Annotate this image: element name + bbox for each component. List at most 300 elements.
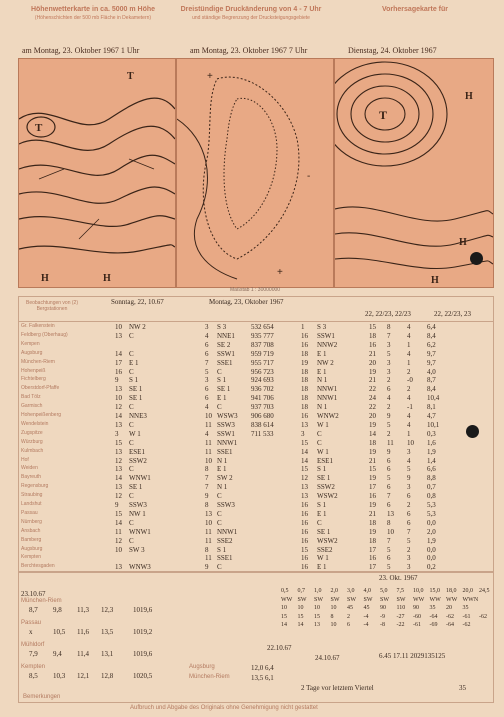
- station2-value: 12,0 6,4: [251, 664, 274, 672]
- map3-date: Dienstag, 24. Oktober 1967: [348, 46, 437, 55]
- station-value-i: 6: [387, 501, 391, 509]
- station-value-d: N 1: [217, 456, 228, 465]
- sounding-value: SW: [330, 596, 340, 603]
- station2-name: Augsburg: [189, 664, 215, 670]
- station-value-g: NNW1: [317, 394, 338, 403]
- station-value-i: 9: [387, 447, 391, 456]
- station-value-c: 7: [205, 358, 209, 367]
- station-name: Kempen: [21, 340, 40, 347]
- header-pressure-change: [176, 6, 326, 22]
- station-value-c: 9: [205, 492, 209, 501]
- station-value-h: 15: [369, 323, 376, 331]
- station-value-b: C: [129, 367, 134, 376]
- station-value-b: SE 1: [129, 483, 143, 492]
- station-name: Gr. Falkenstein: [21, 323, 55, 329]
- sounding-value: 10: [281, 605, 287, 611]
- station-value-k: 8,4: [427, 331, 436, 340]
- sounding-value: 7,5: [396, 588, 404, 594]
- station-value-a: 14: [115, 349, 122, 358]
- sounding-value: 90: [380, 605, 386, 611]
- station-value-i: 8: [387, 323, 391, 331]
- svg-text:T: T: [379, 108, 388, 122]
- station-value-k: 10,1: [427, 420, 440, 429]
- station-value-b: NW 1: [129, 509, 146, 518]
- sounding-value: 14: [281, 622, 287, 628]
- sounding-value: 3,0: [347, 588, 355, 594]
- station-value-f: 18: [301, 376, 308, 385]
- station-value-h: 17: [369, 483, 376, 492]
- station-value-d: SSW1: [217, 349, 235, 358]
- station-value-k: 10,4: [427, 394, 440, 403]
- station-name: München-Riem: [21, 358, 55, 365]
- sounding-value: WW: [446, 596, 458, 603]
- station-value-f: 16: [301, 509, 308, 518]
- station-value-f: 13: [301, 492, 308, 501]
- station-value-a: 12: [115, 536, 122, 545]
- station-value-c: 5: [205, 367, 209, 376]
- station-value-j: 6: [407, 509, 411, 518]
- station-value-e: 937 703: [251, 403, 274, 412]
- table-row: [19, 430, 493, 439]
- lower-value: 1020,5: [133, 672, 153, 680]
- station-value-h: 21: [369, 376, 376, 385]
- pressure-change-map-drawing: [177, 59, 333, 287]
- station-name: Feldberg (Oberhaug): [21, 331, 68, 338]
- station-value-i: 3: [387, 358, 391, 367]
- sounding-value: WWN: [462, 596, 479, 603]
- station-value-k: 4,0: [427, 367, 436, 376]
- station-value-c: 9: [205, 563, 209, 572]
- sounding-value: 6: [347, 622, 350, 628]
- station-value-g: E 1: [317, 509, 327, 518]
- station-value-h: 24: [369, 394, 376, 403]
- station-value-i: 7: [387, 536, 391, 545]
- station-value-k: 0,2: [427, 563, 436, 572]
- punch-hole-1: [470, 252, 483, 265]
- sounding-value: 35: [462, 605, 469, 611]
- sunday-header: Sonntag, 22, 10.67: [111, 298, 164, 306]
- station-value-h: 18: [369, 331, 376, 340]
- station-value-f: 18: [301, 367, 308, 376]
- station-value-j: 4: [407, 331, 411, 340]
- maps-strip: [18, 58, 492, 286]
- station-value-d: S 1: [217, 376, 227, 385]
- lower-midnote: 22.10.67: [267, 644, 292, 652]
- station-value-k: 8,8: [427, 474, 436, 483]
- station-value-k: 2,0: [427, 527, 436, 536]
- station-value-a: 14: [115, 412, 122, 420]
- sounding-value: 35: [429, 605, 436, 611]
- map2-date: am Montag, 23. Oktober 1967 7 Uhr: [190, 46, 308, 55]
- sounding-value: SW: [396, 596, 406, 603]
- table-header: [19, 297, 493, 322]
- lower-date-left: 23.10.67: [21, 590, 46, 598]
- station-value-f: 16: [301, 536, 308, 545]
- station-name: Oberstdorf-Pfaffe: [21, 385, 60, 392]
- station-value-c: 8: [205, 501, 209, 509]
- station-value-a: 9: [115, 376, 119, 385]
- lower-value: 10,3: [53, 672, 66, 680]
- station-value-c: 8: [205, 465, 209, 474]
- table-row: [19, 341, 493, 350]
- station-value-i: 2: [387, 403, 391, 412]
- station-value-c: 6: [205, 385, 209, 394]
- station-value-i: 4: [387, 394, 391, 403]
- lower-value: 1019,6: [133, 650, 153, 658]
- station-value-g: SSW1: [317, 331, 335, 340]
- station-value-d: C: [217, 403, 222, 412]
- sounding-value: 45: [363, 605, 370, 611]
- station-value-g: W 1: [317, 447, 329, 456]
- station-value-k: 5,3: [427, 501, 436, 509]
- station-value-f: 19: [301, 358, 308, 367]
- station-value-h: 16: [369, 492, 376, 501]
- sounding-value: 45: [347, 605, 353, 611]
- station-value-i: 6: [387, 554, 391, 563]
- sounding-value: -62: [462, 622, 471, 628]
- station-value-h: 21: [369, 509, 376, 518]
- table-row: [19, 510, 493, 519]
- sounding-value: -61: [413, 622, 421, 628]
- station-value-g: N 1: [317, 376, 328, 385]
- sounding-value: -69: [429, 622, 438, 628]
- station-value-c: 6: [205, 394, 209, 403]
- station-value-a: 11: [115, 527, 122, 536]
- station-value-a: 13: [115, 420, 122, 429]
- station-value-k: 6,6: [427, 465, 436, 474]
- lower-station-name: München-Riem: [21, 598, 62, 604]
- station-value-i: 6: [387, 456, 391, 465]
- station-value-i: 7: [387, 492, 391, 501]
- station-value-j: 9: [407, 474, 411, 483]
- station-value-f: 13: [301, 420, 308, 429]
- station-value-e: 924 693: [251, 376, 274, 385]
- station-value-d: NNW1: [217, 527, 238, 536]
- table-row: [19, 501, 493, 510]
- station-value-i: 3: [387, 340, 391, 349]
- map1-date: am Montag, 23. Oktober 1967 1 Uhr: [22, 46, 140, 55]
- table-row: [19, 537, 493, 546]
- sounding-value: -61: [462, 613, 471, 620]
- station-value-k: 6,2: [427, 340, 436, 349]
- station-value-h: 16: [369, 340, 376, 349]
- svg-text:T: T: [35, 122, 43, 134]
- station-value-i: 9: [387, 412, 391, 420]
- table-row: [19, 403, 493, 412]
- station-value-c: 4: [205, 429, 209, 438]
- station-value-c: 13: [205, 509, 212, 518]
- station-value-i: 13: [387, 509, 394, 518]
- station-value-j: 2: [407, 385, 411, 394]
- station-value-c: 4: [205, 403, 209, 412]
- station-value-i: 11: [387, 438, 394, 447]
- station-value-h: 20: [369, 412, 376, 420]
- sounding-value: -9: [380, 613, 385, 620]
- station-value-f: 13: [301, 483, 308, 492]
- station-name: Bayreuth: [21, 474, 42, 481]
- station-name: Landshut: [21, 501, 42, 507]
- sounding-value: 5,0: [380, 588, 388, 594]
- sounding-value: -60: [413, 613, 421, 620]
- station2-value: 13,5 6,1: [251, 674, 274, 682]
- station-value-b: WNW1: [129, 527, 151, 536]
- station-value-i: 5: [387, 545, 391, 554]
- station-value-a: 10: [115, 394, 122, 403]
- station-value-d: S 3: [217, 323, 227, 331]
- svg-text:H: H: [459, 237, 467, 248]
- station-value-a: 17: [115, 358, 122, 367]
- station-value-f: 14: [301, 456, 308, 465]
- station-value-f: 16: [301, 563, 308, 572]
- sounding-value: 1,0: [314, 588, 322, 594]
- station-value-i: 5: [387, 563, 391, 572]
- station-value-i: 6: [387, 465, 391, 474]
- station-value-k: 1,9: [427, 447, 436, 456]
- station-value-i: 5: [387, 420, 391, 429]
- station-value-k: 0,8: [427, 492, 436, 501]
- station-value-j: 6: [407, 492, 411, 501]
- station-value-d: C: [217, 563, 222, 572]
- station-value-b: SW 3: [129, 545, 145, 554]
- station-value-g: S 1: [317, 465, 327, 474]
- station-value-h: 16: [369, 554, 376, 563]
- station-value-j: 4: [407, 420, 411, 429]
- table-row: [19, 385, 493, 394]
- station-value-e: 959 719: [251, 349, 274, 358]
- station-value-d: C: [217, 367, 222, 376]
- station-value-g: SE 1: [317, 474, 331, 483]
- station-value-h: 18: [369, 518, 376, 527]
- station-value-f: 16: [301, 412, 308, 420]
- lower-station-name: Mühldorf: [21, 642, 45, 648]
- station-value-g: ESE1: [317, 456, 333, 465]
- station-value-j: 2: [407, 545, 411, 554]
- station-value-f: 12: [301, 474, 308, 483]
- station-value-a: 13: [115, 563, 122, 572]
- station-value-g: SSE2: [317, 545, 333, 554]
- sounding-value: 10,0: [413, 588, 424, 594]
- sounding-value: -4: [363, 613, 369, 620]
- station-value-c: 3: [205, 376, 209, 385]
- lower-value: 13,1: [101, 650, 114, 658]
- sounding-value: SW: [347, 596, 356, 603]
- station-value-g: S 1: [317, 501, 327, 509]
- station-value-i: 5: [387, 474, 391, 483]
- sounding-value: -62: [479, 613, 487, 620]
- sounding-value: SW: [363, 596, 373, 603]
- station-value-d: N 1: [217, 483, 228, 492]
- station-value-a: 13: [115, 483, 122, 492]
- station-value-d: SSE1: [217, 447, 233, 456]
- sounding-value: 15: [297, 613, 304, 620]
- station-name: Bad Tölz: [21, 394, 41, 401]
- station-name: Nürnberg: [21, 518, 42, 525]
- station-value-h: 19: [369, 527, 376, 536]
- station-value-f: 1: [301, 323, 305, 331]
- table-row: [19, 412, 493, 421]
- lower-station-name: Kempten: [21, 664, 46, 670]
- station-value-h: 22: [369, 385, 376, 394]
- station-value-b: WNW1: [129, 474, 151, 483]
- station-name: Fichtelberg: [21, 376, 46, 383]
- sounding-value: 10: [314, 605, 320, 611]
- sounding-value: -27: [396, 613, 405, 620]
- sounding-value: -4: [363, 622, 369, 628]
- header-upper-air: [18, 6, 168, 22]
- svg-text:-: -: [307, 171, 311, 182]
- sounding-value: 10: [330, 622, 337, 628]
- station-value-f: 3: [301, 429, 305, 438]
- station-value-b: SSW2: [129, 456, 147, 465]
- station-value-b: C: [129, 331, 134, 340]
- station-value-c: 6: [205, 340, 209, 349]
- station-value-j: 4: [407, 349, 411, 358]
- lower-value: 11,6: [77, 628, 89, 636]
- station-value-b: C: [129, 438, 134, 447]
- station-value-b: C: [129, 349, 134, 358]
- sounding-value: 0,7: [297, 588, 305, 594]
- station-value-h: 19: [369, 367, 376, 376]
- station-name: Bamberg: [21, 536, 42, 543]
- forecast-title: Vorhersagekarte für: [381, 6, 448, 13]
- station-value-b: NNE3: [129, 412, 147, 420]
- station-value-k: 5,3: [427, 509, 436, 518]
- station-value-c: 11: [205, 438, 212, 447]
- station2-name: München-Riem: [189, 674, 230, 680]
- station-value-f: 16: [301, 331, 308, 340]
- sounding-value: -62: [446, 613, 454, 620]
- station-value-a: 14: [115, 474, 122, 483]
- sounding-value: 15: [314, 613, 320, 620]
- lower-value: 7,9: [29, 650, 38, 658]
- station-value-j: 1: [407, 340, 411, 349]
- station-value-i: 5: [387, 349, 391, 358]
- forecast-map-drawing: [335, 59, 493, 287]
- station-value-g: SE 1: [317, 527, 331, 536]
- sounding-value: 110: [396, 605, 406, 611]
- table-row: [19, 492, 493, 501]
- station-value-b: C: [129, 403, 134, 412]
- station-value-d: C: [217, 492, 222, 501]
- station-value-a: 12: [115, 456, 122, 465]
- station-value-g: NNW1: [317, 385, 338, 394]
- table-row: [19, 323, 493, 332]
- station-value-e: 532 654: [251, 323, 274, 331]
- station-value-a: 12: [115, 403, 122, 412]
- station-value-f: 16: [301, 527, 308, 536]
- sounding-value: -8: [380, 622, 385, 628]
- station-value-a: 13: [115, 385, 122, 394]
- station-value-d: SSE1: [217, 358, 233, 367]
- station-value-d: SW 2: [217, 474, 233, 483]
- sounding-value: 10: [330, 605, 337, 611]
- station-value-g: E 1: [317, 563, 327, 572]
- sounding-value: -64: [446, 622, 454, 628]
- station-value-c: 3: [205, 323, 209, 331]
- svg-text:T: T: [127, 71, 134, 82]
- station-value-j: 3: [407, 554, 411, 563]
- station-value-b: W 1: [129, 429, 141, 438]
- lower-value: 12,1: [77, 672, 90, 680]
- table-row: [19, 332, 493, 341]
- station-value-h: 22: [369, 403, 376, 412]
- station-name: Ansbach: [21, 527, 41, 534]
- station-value-k: 9,7: [427, 358, 436, 367]
- station-value-h: 17: [369, 545, 376, 554]
- station-value-b: C: [129, 492, 134, 501]
- sounding-value: -64: [429, 613, 438, 620]
- station-value-e: 711 533: [251, 429, 274, 438]
- svg-text:H: H: [41, 273, 49, 284]
- station-value-d: SSW3: [217, 420, 235, 429]
- sounding-value: 2,0: [330, 588, 338, 594]
- station-value-d: S 1: [217, 545, 227, 554]
- sounding-value: SW: [297, 596, 307, 603]
- svg-text:+: +: [277, 267, 283, 278]
- station-name: Augsburg: [21, 349, 43, 356]
- station-value-f: 18: [301, 385, 308, 394]
- lower-value: 11,4: [77, 650, 89, 658]
- lower-value: 13,5: [101, 628, 114, 636]
- station-value-e: 837 708: [251, 340, 274, 349]
- station-value-b: C: [129, 536, 134, 545]
- station-value-e: 941 706: [251, 394, 274, 403]
- stations-header: Beobachtungen von (2) Bergstationen: [26, 300, 78, 312]
- svg-text:H: H: [465, 91, 473, 102]
- lower-value: 11,3: [77, 606, 89, 614]
- sounding-value: 24,5: [479, 588, 490, 594]
- station-value-k: 0,0: [427, 554, 436, 563]
- table-row: [19, 546, 493, 555]
- sun-times: 6.45 17.11 2029135125: [379, 652, 446, 660]
- station-value-a: 15: [115, 509, 122, 518]
- station-value-b: ESE1: [129, 447, 145, 456]
- lower-value: 1019,2: [133, 628, 153, 636]
- station-value-e: 838 614: [251, 420, 274, 429]
- station-value-i: 7: [387, 331, 391, 340]
- station-value-g: N 1: [317, 403, 328, 412]
- sounding-value: 10: [297, 605, 304, 611]
- station-value-j: 4: [407, 323, 411, 331]
- station-value-k: 0,0: [427, 518, 436, 527]
- station-value-e: 936 702: [251, 385, 274, 394]
- station-value-g: WSW2: [317, 492, 338, 501]
- table-row: [19, 376, 493, 385]
- station-value-d: E 1: [217, 394, 227, 403]
- sounding-value: 18,0: [446, 588, 457, 594]
- station-value-e: 956 723: [251, 367, 274, 376]
- station-value-k: 8,7: [427, 376, 436, 385]
- sounding-value: 4,0: [363, 588, 371, 594]
- station-value-d: WSW3: [217, 412, 238, 420]
- station-value-h: 14: [369, 429, 376, 438]
- station-value-d: NNW1: [217, 438, 238, 447]
- station-value-a: 16: [115, 367, 122, 376]
- monday-header: Montag, 23, Oktober 1967: [209, 298, 284, 306]
- lower-value: 12,3: [101, 606, 114, 614]
- station-value-j: 4: [407, 394, 411, 403]
- station-name: Kempten: [21, 554, 42, 561]
- station-name: Hohenpeißenberg: [21, 412, 62, 418]
- station-value-g: WSW2: [317, 536, 338, 545]
- station-value-h: 19: [369, 420, 376, 429]
- temp-header-a: 22, 22/23, 22/23: [365, 310, 411, 318]
- station-value-j: 1: [407, 358, 411, 367]
- station-value-i: 10: [387, 527, 394, 536]
- station-value-d: E 1: [217, 465, 227, 474]
- station-value-b: SE 1: [129, 385, 143, 394]
- station-value-c: 11: [205, 420, 212, 429]
